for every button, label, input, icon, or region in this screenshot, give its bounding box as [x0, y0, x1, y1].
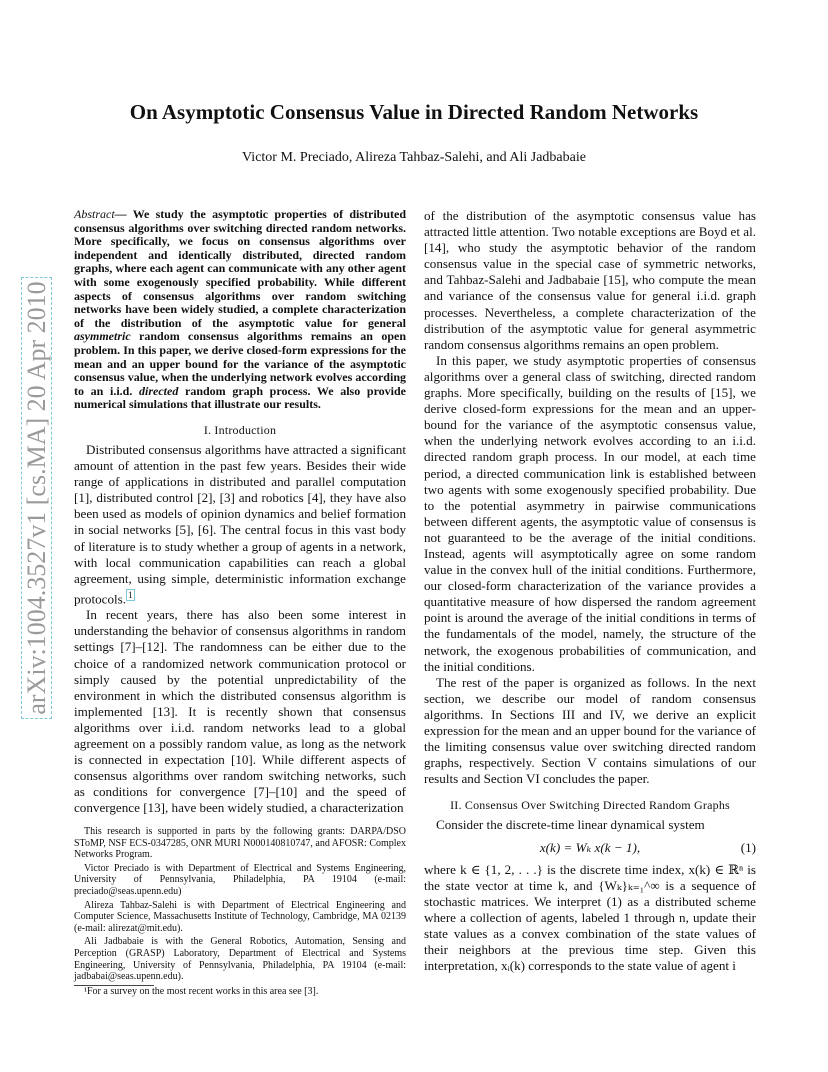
footnote-link-1[interactable]: 1: [128, 589, 133, 600]
section2-paragraph-1: Consider the discrete-time linear dynamical system: [436, 817, 705, 833]
footnote-funding: This research is supported in parts by the following grants: DARPA/DSO SToMP, NSF ECS-0347285, ONR MURI N000140810747, and AFOSR: Complex Networks Program.: [74, 826, 406, 861]
right-paragraph-2: In this paper, we study asymptotic properties of consensus algorithms over a general class of switching, directed random graphs. More specifically, building on the results of [15], we derive closed-form expressions for the mean and an upper-bound for the variance of the asymptotic consensus value, when the underlying network evolves according to an i.i.d. directed random graph process. In our model, at each time period, a directed communication link is established between two agents with some exogenously specified probability. Due to the potential asymmetry in pairwise communications between different agents, the asymptotic value of consensus is not guaranteed to be the average of the initial conditions. Instead, agents will asymptotically agree on some random value in the convex hull of the initial conditions. Furthermore, our closed-form characterization of the variance provides a quantitative measure of how dispersed the random agreement point is around the average of the initial conditions in terms of the fundamentals of the model, namely, the structure of the network, the exogenous probabilities of communication, and the initial conditions.: [424, 352, 756, 674]
equation-1-number: (1): [740, 839, 756, 855]
footnote-tahbaz-salehi: Alireza Tahbaz-Salehi is with Department of Electrical Engineering and Computer Science, Massachusetts Institute of Technology, Cambridge, MA 02139 (e-mail: alirezat@mit.edu).: [74, 899, 406, 934]
intro-paragraph-1: [74, 442, 406, 607]
right-column: [424, 208, 756, 974]
footnote-preciado: Victor Preciado is with Department of Electrical and Systems Engineering, University of Pennsylvania, Philadelphia, PA 19104 (e-mail: preciado@seas.upenn.edu): [74, 862, 406, 897]
footnote-1: ¹For a survey on the most recent works in this area see [3].: [84, 985, 319, 997]
abstract: [74, 208, 406, 412]
section-heading-consensus: II. Consensus Over Switching Directed Random Graphs: [450, 798, 730, 813]
arxiv-sidebar-stamp: [22, 263, 52, 733]
footnote-jadbabaie: Ali Jadbabaie is with the General Robotics, Automation, Sensing and Perception (GRASP) Laboratory, Department of Electrical and Systems Engineering, University of Pennsylvania, Philadelphia, PA 19104 (e-mail: jadbabai@seas.upenn.edu).: [74, 936, 406, 983]
abstract-italic-asymmetric: asymmetric: [74, 329, 131, 344]
paper-title: On Asymptotic Consensus Value in Directed Random Networks: [129, 100, 699, 124]
footnotes: [74, 826, 406, 999]
intro-paragraph-1-text: Distributed consensus algorithms have attracted a significant amount of attention in the past few years. Besides their wide range of applications in distributed and parallel computation [1], distributed control [2], [3] and robotics [4], they have also been used as models of opinion dynamics and belief formation in social networks [5], [6]. The central focus in this vast body of literature is to study whether a group of agents in a network, with local communication capabilities can reach a global agreement, using simple, deterministic information exchange protocols.: [74, 442, 406, 607]
abstract-label: Abstract: [74, 207, 115, 221]
section-heading-introduction: I. Introduction: [203, 422, 277, 437]
equation-1: [424, 840, 756, 856]
abstract-text-1: — We study the asymptotic properties of distributed consensus algorithms over switching directed random networks. More specifically, we focus on consensus algorithms over independent and identically distributed, directed random graphs, where each agent can communicate with any other agent with some exogenously specified probability. While different aspects of consensus algorithms over random switching networks have been widely studied, a complete characterization of the distribution of the asymptotic value for general: [74, 207, 406, 330]
right-paragraph-1: of the distribution of the asymptotic consensus value has attracted little attention. Two notable exceptions are Boyd et al. [14], who study the asymptotic behavior of the random consensus value in the special case of symmetric networks, and Tahbaz-Salehi and Jadbabaie [15], who compute the mean and variance of the consensus value for general i.i.d. graph processes. Nevertheless, a complete characterization of the distribution of the asymptotic value for general asymmetric random consensus algorithms remains an open problem.: [424, 208, 756, 352]
author-list: Victor M. Preciado, Alireza Tahbaz-Salehi, and Ali Jadbabaie: [242, 150, 586, 165]
intro-paragraph-2: In recent years, there has also been some interest in understanding the behavior of consensus algorithms in random settings [7]–[12]. The randomness can be either due to the choice of a randomized network communication protocol or simply caused by the potential unpredictability of the environment in which the distributed consensus algorithm is implemented [13]. It is recently shown that consensus algorithms over i.i.d. random networks lead to a global agreement on a possibly random value, as long as the network is connected in expectation [10]. While different aspects of consensus algorithms over random switching networks, such as conditions for convergence [7]–[10] and the speed of convergence [13], have been widely studied, a characterization: [74, 607, 406, 816]
left-column: [74, 208, 406, 817]
section2-paragraph-2: where k ∈ {1, 2, . . .} is the discrete time index, x(k) ∈ ℝⁿ is the state vector at time k, and {Wₖ}ₖ₌₁^∞ is a sequence of stochastic matrices. We interpret (1) as a distributed scheme where a collection of agents, labeled 1 through n, update their state values as a convex combination of the state values of their neighbors at the previous time step. Given this interpretation, xᵢ(k) corresponds to the state value of agent i: [424, 861, 756, 974]
right-paragraph-3: The rest of the paper is organized as follows. In the next section, we describe our model of random consensus algorithms. In Sections III and IV, we derive an explicit expression for the mean and an upper bound for the variance of the limiting consensus value over switching directed random graphs, respectively. Section V contains simulations of our results and Section VI concludes the paper.: [424, 674, 756, 787]
equation-1-body: x(k) = Wₖ x(k − 1),: [539, 839, 641, 855]
abstract-text-2: random consensus algorithms remains an open problem. In this paper, we derive closed-form expressions for the mean and an upper bound for the variance of the asymptotic consensus value, when the underlying network evolves according to an i.i.d.: [74, 329, 406, 398]
arxiv-identifier[interactable]: arXiv:1004.3527v1 [cs.MA] 20 Apr 2010: [21, 277, 52, 718]
abstract-italic-directed: directed: [139, 383, 179, 398]
abstract-text-3: random graph process. We also provide numerical simulations that illustrate our results.: [74, 383, 407, 412]
